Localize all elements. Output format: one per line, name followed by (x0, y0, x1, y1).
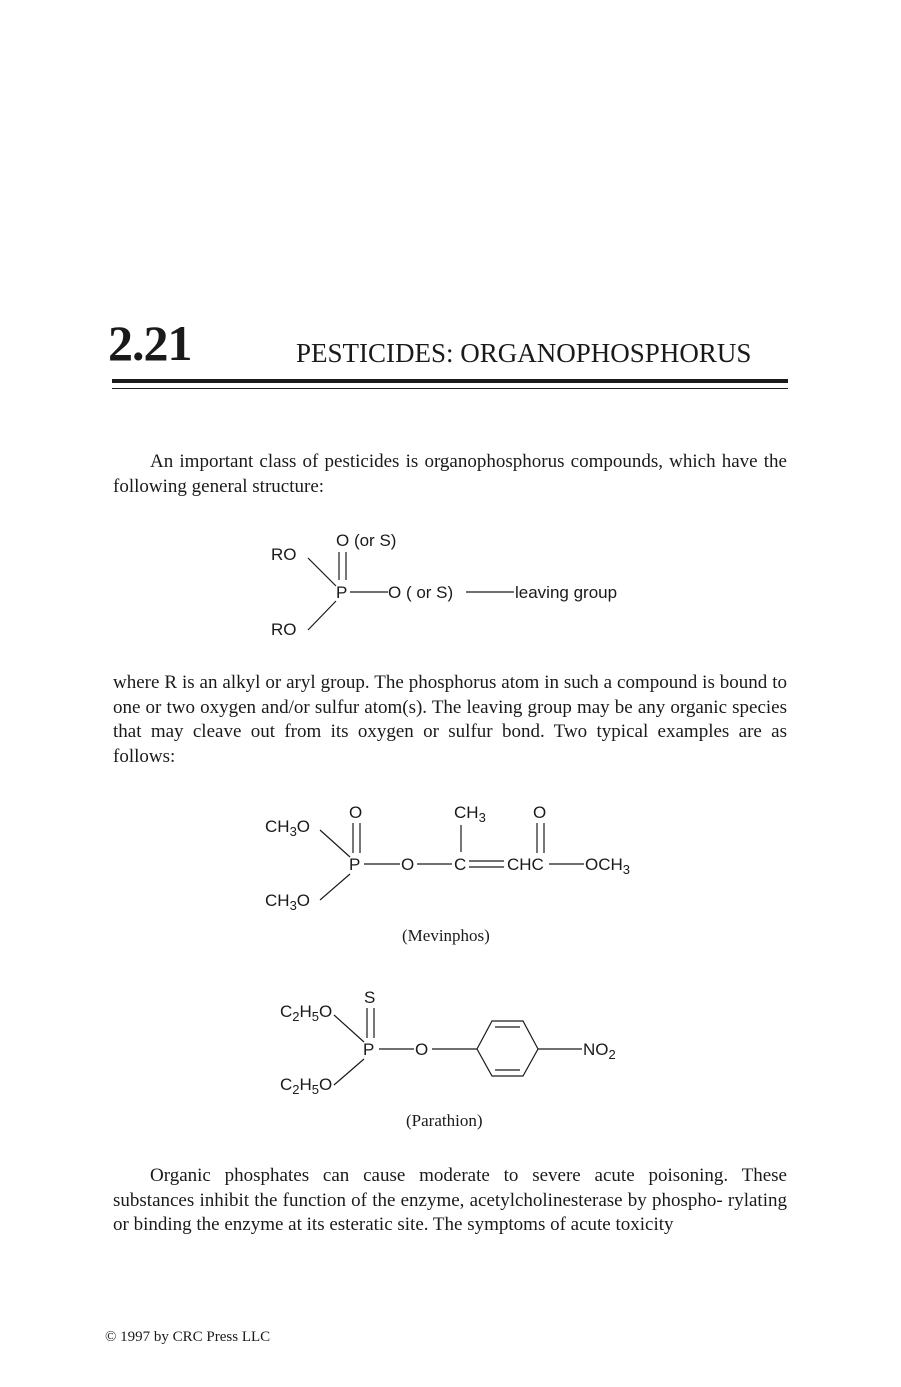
mevinphos-caption: (Mevinphos) (402, 926, 490, 945)
mevinphos-och3: $OCH_3$ (585, 855, 631, 877)
general-ro-top: RO (271, 545, 297, 564)
mevinphos-chc: CHC (507, 855, 544, 874)
section-number: 2.21 (108, 315, 192, 371)
parathion-p: P (363, 1040, 375, 1059)
parathion-structure (280, 988, 616, 1097)
general-bond-ro-bottom (308, 601, 336, 630)
general-ro-bottom: RO (271, 620, 297, 639)
parathion-no2: $NO_2$ (583, 1040, 616, 1062)
mevinphos-structure (265, 803, 630, 913)
mevinphos-o-top: O (349, 803, 363, 822)
mevinphos-ch3o-top: $CH_3O$ (265, 817, 311, 839)
copyright-footer: © 1997 by CRC Press LLC (105, 1329, 271, 1345)
mevinphos-c: C (454, 855, 467, 874)
parathion-c2h5o-bottom: $C_2H_5O$ (280, 1075, 333, 1097)
general-p: P (336, 583, 348, 602)
mevinphos-o-bridge: O (401, 855, 415, 874)
mevinphos-bond-ch3o-bottom (320, 874, 350, 900)
section-title: PESTICIDES: ORGANOPHOSPHORUS (296, 338, 752, 368)
parathion-c2h5o-top: $C_2H_5O$ (280, 1002, 333, 1024)
parathion-o-bridge: O (415, 1040, 429, 1059)
general-double-o: O (or S) (336, 531, 397, 550)
definition-paragraph: where R is an alkyl or aryl group. The phosphorus atom in such a compound is bound to one or two oxygen and/or sulfur atom(s). The leaving group may be any organic species that may cleave out from its oxygen or sulfur bond. Two typical examples are as follows: (113, 672, 787, 767)
mevinphos-ch3o-bottom: $CH_3O$ (265, 891, 311, 913)
parathion-benzene-ring (477, 1021, 538, 1076)
parathion-bond-c2h5o-top (334, 1015, 364, 1042)
general-structure (271, 531, 617, 639)
mevinphos-o-carbonyl: O (533, 803, 547, 822)
toxicity-paragraph: Organic phosphates can cause moderate to severe acute poisoning. These substances inhibit the function of the enzyme, acetylcholinesterase by phospho- rylating or binding the enzyme at its esteratic site. The symptoms of acute toxicity (113, 1165, 787, 1235)
parathion-s: S (364, 988, 376, 1007)
general-bond-ro-top (308, 558, 336, 586)
mevinphos-ch3: $CH_3$ (454, 803, 486, 825)
mevinphos-bond-ch3o-top (320, 830, 350, 857)
parathion-caption: (Parathion) (406, 1111, 483, 1130)
intro-paragraph: An important class of pesticides is organophosphorus compounds, which have the following general structure: (113, 451, 787, 497)
general-leaving-group: leaving group (515, 583, 618, 602)
general-single-o: O ( or S) (388, 583, 454, 602)
mevinphos-p: P (349, 855, 361, 874)
parathion-bond-c2h5o-bottom (334, 1059, 364, 1085)
